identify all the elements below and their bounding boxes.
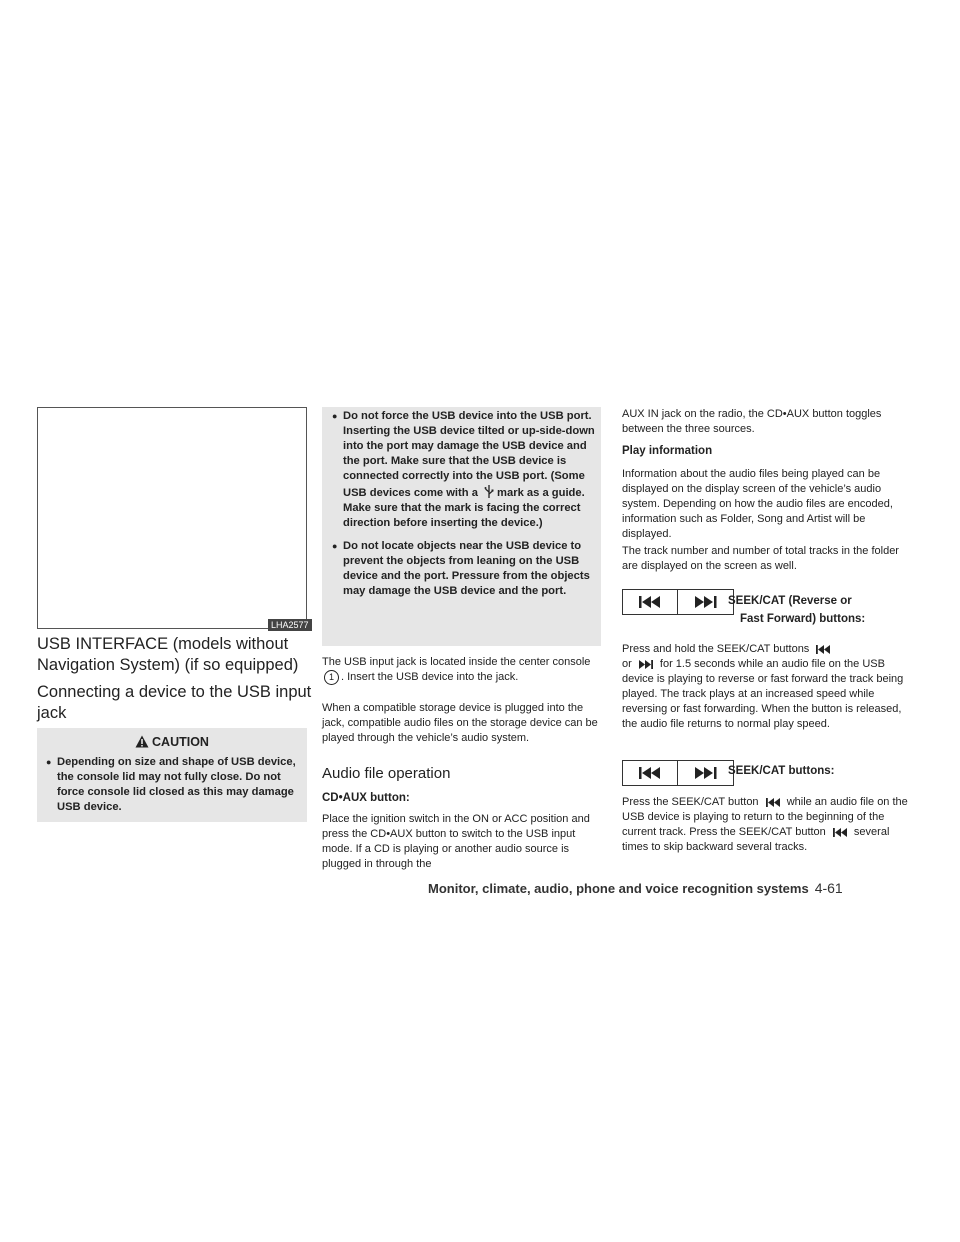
usb-figure	[37, 407, 307, 629]
skip-back-icon	[639, 767, 661, 779]
seek-forward-button-image	[678, 589, 734, 615]
skip-back-icon	[816, 645, 830, 654]
caution-bullet: ● Do not locate objects near the USB device to prevent the objects from leaning on the USB device and the port. Pressure from the objects may damage the USB device and the port.	[332, 539, 598, 599]
sub-title: Connecting a device to the USB input jack	[37, 683, 312, 722]
caution-title: CAUTION	[152, 735, 209, 749]
text: The USB input jack is located inside the center console	[322, 656, 591, 668]
seek-press-paragraph	[622, 795, 910, 855]
usb-symbol-icon	[484, 484, 494, 499]
seek-buttons-illustration	[622, 589, 734, 615]
text: Press and hold the SEEK/CAT buttons	[622, 643, 810, 655]
bullet-text-cont: mark as a guide. Make sure that the mark is facing the correct direction before inserting the device.)	[343, 487, 585, 529]
page-number: 4-61	[814, 880, 843, 896]
track-number-paragraph: The track number and number of total tracks in the folder are displayed on the screen as well.	[622, 545, 899, 572]
section-title: USB INTERFACE (models without Navigation System) (if so equipped)	[37, 635, 299, 674]
caution-bullet: ● Depending on size and shape of USB device, the console lid may not fully close. Do not force console lid closed as this may damage USB device.	[46, 755, 304, 815]
skip-back-icon	[833, 828, 847, 837]
usb-jack-location	[322, 655, 602, 685]
page-footer	[428, 880, 843, 896]
seek-hold-paragraph	[622, 642, 910, 732]
footer-title: Monitor, climate, audio, phone and voice recognition systems	[428, 881, 809, 896]
caution-header	[37, 735, 307, 749]
text: Press the SEEK/CAT button	[622, 796, 759, 808]
bullet-text: Do not force the USB device into the USB port. Inserting the USB device tilted or up-side-down into the port may damage the USB device and the port. Make sure that the USB device is connected correctly into the USB port. (Some USB devices come with a	[343, 410, 595, 499]
seek-rev-ff-heading-2: Fast Forward) buttons:	[740, 613, 866, 625]
warning-icon	[135, 735, 149, 748]
compatible-device-paragraph: When a compatible storage device is plugged into the jack, compatible audio files on the storage device can be played through the vehicle’s audio system.	[322, 702, 598, 744]
figure-label: LHA2577	[268, 619, 312, 631]
audio-file-heading: Audio file operation	[322, 765, 451, 782]
caution-list	[46, 755, 304, 823]
seek-buttons-illustration	[622, 760, 734, 786]
text: while an audio file on the USB device is playing to return to the beginning of the current track. Press the SEEK/CAT button	[622, 796, 908, 838]
seek-reverse-button-image	[622, 589, 678, 615]
caution-list-continued	[332, 409, 598, 607]
text: for 1.5 seconds while an audio file on the USB device is playing to reverse or fast forward the track being played. The track plays at an increased speed while reversing or fast forwarding. When the button is released, the audio file returns to normal play speed.	[622, 658, 904, 730]
seek-rev-ff-heading-1: SEEK/CAT (Reverse or	[728, 595, 852, 607]
seek-forward-button-image	[678, 760, 734, 786]
callout-number: 1	[324, 670, 339, 685]
text: or	[622, 658, 632, 670]
skip-forward-icon	[639, 660, 653, 669]
play-info-heading: Play information	[622, 445, 713, 457]
text: several times to skip backward several tracks.	[622, 826, 890, 853]
cdaux-paragraph: Place the ignition switch in the ON or ACC position and press the CD•AUX button to switch to the USB input mode. If a CD is playing or another audio source is plugged in through the	[322, 813, 590, 870]
seek-heading: SEEK/CAT buttons:	[728, 765, 835, 777]
skip-back-icon	[766, 798, 780, 807]
skip-forward-icon	[695, 596, 717, 608]
skip-forward-icon	[695, 767, 717, 779]
cdaux-heading: CD•AUX button:	[322, 792, 410, 804]
seek-reverse-button-image	[622, 760, 678, 786]
skip-back-icon	[639, 596, 661, 608]
aux-in-paragraph: AUX IN jack on the radio, the CD•AUX button toggles between the three sources.	[622, 408, 882, 435]
play-info-paragraph: Information about the audio files being played can be displayed on the display screen of the vehicle’s audio system. Depending on how the audio files are encoded, information such as Folder, Song and Artist will be displayed.	[622, 468, 893, 540]
text: . Insert the USB device into the jack.	[341, 671, 519, 683]
caution-bullet	[332, 409, 598, 531]
